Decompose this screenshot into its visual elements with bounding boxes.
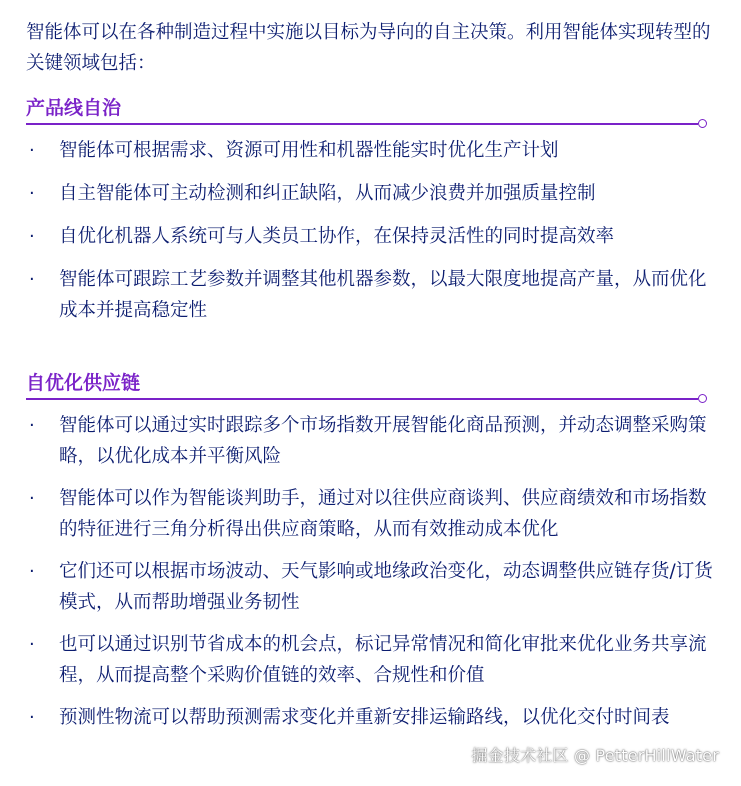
list-item (26, 629, 718, 691)
watermark: 掘金技术社区 @ PetterHillWater (471, 746, 719, 765)
list-item (26, 410, 718, 472)
bullet-icon: · (29, 226, 35, 247)
list-item (26, 135, 718, 166)
section-divider (26, 123, 698, 125)
divider-end-circle-icon (698, 119, 707, 128)
list-item (26, 221, 718, 252)
list-item (26, 483, 718, 545)
list-item (26, 702, 718, 733)
section-list-supply-chain (26, 410, 718, 733)
bullet-icon: · (29, 561, 35, 582)
bullet-icon: · (29, 488, 35, 509)
bullet-icon: · (29, 634, 35, 655)
bullet-icon: · (29, 140, 35, 161)
bullet-icon: · (29, 415, 35, 436)
list-item-text: 它们还可以根据市场波动、天气影响或地缘政治变化，动态调整供应链存货/订货模式，从而帮助增强业务韧性 (59, 561, 713, 613)
list-item (26, 264, 718, 326)
section-list-production-line (26, 135, 718, 326)
list-item-text: 智能体可跟踪工艺参数并调整其他机器参数，以最大限度地提高产量，从而优化成本并提高稳定性 (59, 269, 707, 321)
bullet-icon: · (29, 183, 35, 204)
divider-end-circle-icon (698, 394, 707, 403)
section-divider (26, 398, 698, 400)
list-item-text: 预测性物流可以帮助预测需求变化并重新安排运输路线，以优化交付时间表 (59, 707, 670, 728)
section-title-supply-chain: 自优化供应链 (26, 372, 141, 394)
list-item (26, 556, 718, 618)
intro-paragraph: 智能体可以在各种制造过程中实施以目标为导向的自主决策。利用智能体实现转型的关键领域包括： (26, 22, 711, 74)
list-item-text: 自优化机器人系统可与人类员工协作，在保持灵活性的同时提高效率 (59, 226, 615, 247)
list-item-text: 也可以通过识别节省成本的机会点，标记异常情况和简化审批来优化业务共享流程，从而提高整个采购价值链的效率、合规性和价值 (59, 634, 707, 686)
bullet-icon: · (29, 269, 35, 290)
list-item-text: 自主智能体可主动检测和纠正缺陷，从而减少浪费并加强质量控制 (59, 183, 596, 204)
list-item-text: 智能体可以通过实时跟踪多个市场指数开展智能化商品预测，并动态调整采购策略，以优化成本并平衡风险 (59, 415, 707, 467)
bullet-icon: · (29, 707, 35, 728)
list-item-text: 智能体可根据需求、资源可用性和机器性能实时优化生产计划 (59, 140, 559, 161)
list-item-text: 智能体可以作为智能谈判助手，通过对以往供应商谈判、供应商绩效和市场指数的特征进行三角分析得出供应商策略，从而有效推动成本优化 (59, 488, 707, 540)
section-title-production-line: 产品线自治 (26, 97, 122, 119)
list-item (26, 178, 718, 209)
